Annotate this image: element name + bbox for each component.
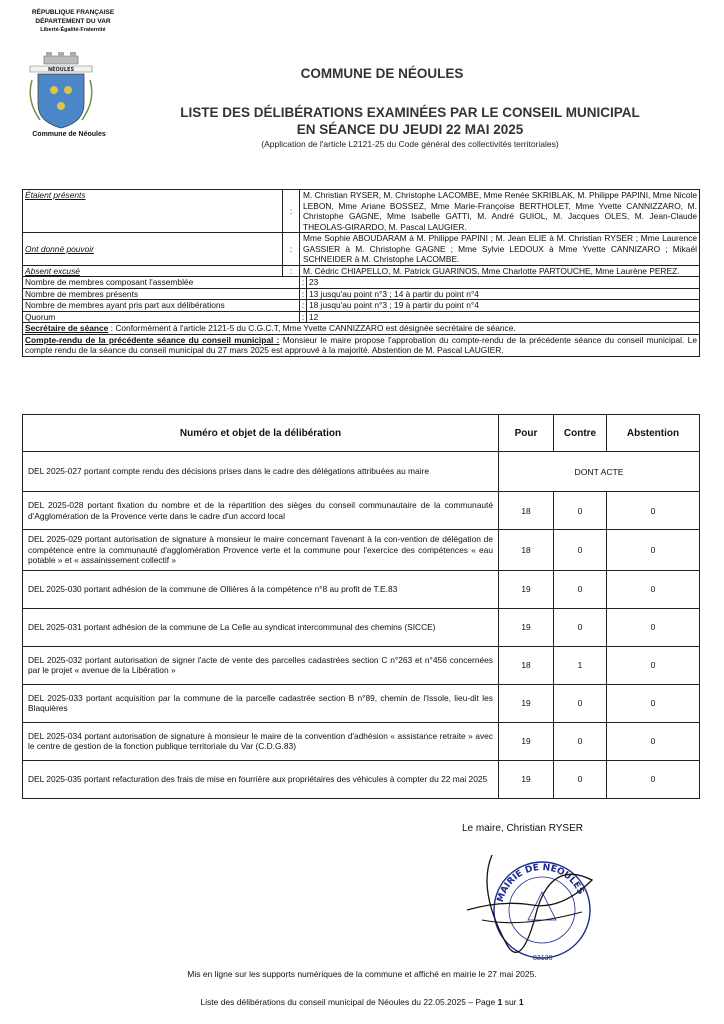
vote-pour: 19 xyxy=(499,684,554,722)
header-abstention: Abstention xyxy=(607,415,700,452)
table-row xyxy=(23,492,700,530)
table-row xyxy=(23,608,700,646)
vote-pour: 18 xyxy=(499,492,554,530)
table-row xyxy=(23,760,700,798)
table-row xyxy=(23,646,700,684)
publication-notice: Mis en ligne sur les supports numériques de la commune et affiché en mairie le 27 mai 2025. xyxy=(187,969,537,979)
vote-abstention: 0 xyxy=(607,530,700,571)
secretaire-row xyxy=(23,323,700,335)
count-value: 12 xyxy=(307,311,700,323)
count-row xyxy=(23,288,700,300)
count-label: Nombre de membres présents xyxy=(23,288,300,300)
colon: : xyxy=(282,265,299,277)
dont-acte-cell: DONT ACTE xyxy=(499,452,700,492)
count-value: 13 jusqu'au point n°3 ; 14 à partir du point n°4 xyxy=(307,288,700,300)
colon: : xyxy=(300,277,307,289)
vote-abstention: 0 xyxy=(607,722,700,760)
pouvoir-list: Mme Sophie ABOUDARAM à M. Philippe PAPINI ; M. Jean ELIE à M. Christian RYSER ; Mme Laurence GASSIER à M. Christophe GAGNE ; Mme Sylvie LEDOUX à Mme Yvette CANNIZARO ; Mikaël SCHNEIDER à M. Christophe LACOMBE. xyxy=(300,233,700,266)
vote-pour: 19 xyxy=(499,608,554,646)
deliberation-text: DEL 2025-035 portant refacturation des frais de mise en fourrière aux propriétaires des véhicules à compter du 22 mai 2025 xyxy=(23,760,499,798)
secretaire-text: : Conformément à l'article 2121-5 du C.G.C.T, Mme Yvette CANNIZZARO est désignée secrétaire de séance. xyxy=(108,323,516,333)
mairie-stamp-and-signature xyxy=(462,850,602,975)
table-row xyxy=(23,684,700,722)
deliberation-text: DEL 2025-030 portant adhésion de la commune de Ollières à la compétence n°8 au profit de T.E.83 xyxy=(23,570,499,608)
header-pour: Pour xyxy=(499,415,554,452)
pouvoir-row xyxy=(23,233,700,266)
deliberation-text: DEL 2025-029 portant autorisation de signature à monsieur le maire concernant l'avenant à la con-vention de délégation de compétence entre la communauté d'agglomération Provence verte et la commune pour l'exercice des compétences « eau potable » et « assainissement collectif » xyxy=(23,530,499,571)
deliberations-table xyxy=(22,414,700,799)
motto-label: Liberté-Égalité-Fraternité xyxy=(40,27,106,33)
excuse-row xyxy=(23,265,700,277)
mayor-signature-label: Le maire, Christian RYSER xyxy=(462,823,583,834)
document-title-line1: LISTE DES DÉLIBÉRATIONS EXAMINÉES PAR LE CONSEIL MUNICIPAL xyxy=(180,105,640,120)
stamp-text: MAIRIE DE NÉOULES xyxy=(495,862,586,904)
commune-crest-logo xyxy=(26,50,96,130)
vote-abstention: 0 xyxy=(607,608,700,646)
vote-pour: 19 xyxy=(499,760,554,798)
vote-abstention: 0 xyxy=(607,646,700,684)
table-header-row xyxy=(23,415,700,452)
count-row xyxy=(23,311,700,323)
commune-logo-label: Commune de Néoules xyxy=(32,131,106,138)
vote-pour: 19 xyxy=(499,570,554,608)
republic-label: RÉPUBLIQUE FRANÇAISE xyxy=(31,9,115,16)
table-row xyxy=(23,530,700,571)
header-contre: Contre xyxy=(554,415,607,452)
secretaire-label: Secrétaire de séance xyxy=(25,323,109,333)
presents-row xyxy=(23,190,700,233)
presents-label: Étaient présents xyxy=(23,190,283,233)
count-value: 18 jusqu'au point n°3 ; 19 à partir du point n°4 xyxy=(307,300,700,312)
page-number: 1 xyxy=(497,997,503,1007)
excuse-label: Absent excusé xyxy=(23,265,283,277)
pouvoir-label: Ont donné pouvoir xyxy=(23,233,283,266)
deliberation-text: DEL 2025-028 portant fixation du nombre et de la répartition des sièges du conseil communautaire de la communauté d'Agglomération de la Provence verte dans le cadre d'un accord local xyxy=(23,492,499,530)
colon: : xyxy=(282,190,299,233)
vote-contre: 0 xyxy=(554,492,607,530)
vote-contre: 0 xyxy=(554,608,607,646)
stamp-postal-code: 83136 xyxy=(533,955,553,962)
vote-contre: 0 xyxy=(554,570,607,608)
header-object: Numéro et objet de la délibération xyxy=(23,415,499,452)
deliberation-text: DEL 2025-033 portant acquisition par la commune de la parcelle cadastrée section B n°89, chemin de l'Issole, lieu-dit les Blaquières xyxy=(23,684,499,722)
deliberation-text: DEL 2025-031 portant adhésion de la commune de La Celle au syndicat intercommunal des chemins (SICCE) xyxy=(23,608,499,646)
compte-rendu-label: Compte-rendu de la précédente séance du conseil municipal : xyxy=(25,334,280,345)
colon: : xyxy=(300,288,307,300)
table-row xyxy=(23,570,700,608)
vote-contre: 0 xyxy=(554,722,607,760)
table-row xyxy=(23,722,700,760)
count-label: Quorum xyxy=(23,311,300,323)
vote-abstention: 0 xyxy=(607,760,700,798)
commune-title: COMMUNE DE NÉOULES xyxy=(300,66,464,81)
vote-contre: 0 xyxy=(554,760,607,798)
deliberation-text: DEL 2025-027 portant compte rendu des décisions prises dans le cadre des délégations attribuées au maire xyxy=(23,452,499,492)
deliberation-text: DEL 2025-034 portant autorisation de signature à monsieur le maire de la convention d'adhésion « assistance retraite » avec le centre de gestion de la fonction publique territoriale du Var (C.D.G.83) xyxy=(23,722,499,760)
count-row xyxy=(23,300,700,312)
page-footer xyxy=(0,997,724,1007)
page-total: 1 xyxy=(518,997,524,1007)
document-title-line2: EN SÉANCE DU JEUDI 22 MAI 2025 xyxy=(296,122,524,137)
department-label: DÉPARTEMENT DU VAR xyxy=(35,18,111,25)
header-republic-block xyxy=(18,8,128,35)
colon: : xyxy=(282,233,299,266)
compte-rendu-text: Monsieur le maire propose l'approbation du compte-rendu de la précédente séance du conseil municipal. Le compte rendu de la séance du conseil municipal du 27 mars 2025 est approuvé à la majorité. Abstention de M. Pascal LAUGIER. xyxy=(25,334,697,355)
excuse-list: M. Cédric CHIAPELLO, M. Patrick GUARINOS, Mme Charlotte PARTOUCHE, Mme Laurène PEREZ. xyxy=(300,265,700,277)
session-info-table xyxy=(22,189,700,357)
table-row xyxy=(23,452,700,492)
compte-rendu-row xyxy=(23,334,700,356)
vote-pour: 19 xyxy=(499,722,554,760)
crest-banner-text: NÉOULES xyxy=(47,67,75,73)
vote-contre: 0 xyxy=(554,684,607,722)
document-title xyxy=(100,104,720,138)
vote-abstention: 0 xyxy=(607,570,700,608)
vote-pour: 18 xyxy=(499,646,554,684)
count-value: 23 xyxy=(307,277,700,289)
presents-list: M. Christian RYSER, M. Christophe LACOMBE, Mme Renée SKRIBLAK, M. Philippe PAPINI, Mme Nicole LEBON, Mme Ariane BOSSEZ, Mme Marie-Françoise BERTHOLET, Mme Yvette CANNIZZARO, M. Christophe GAGNE, Mme Isabelle GATTI, M. André GUIOL, M. Jacques OLES, M. Jean-Claude THEOLAS-GIRARDO, M. Pascal LAUGIER. xyxy=(300,190,700,233)
deliberation-text: DEL 2025-032 portant autorisation de signer l'acte de vente des parcelles cadastrées section C n°263 et n°456 concernées par le projet « avenue de la Libération » xyxy=(23,646,499,684)
document-subtitle: (Application de l'article L2121-25 du Code général des collectivités territoriales) xyxy=(261,139,559,149)
colon: : xyxy=(300,311,307,323)
vote-contre: 1 xyxy=(554,646,607,684)
count-row xyxy=(23,277,700,289)
vote-abstention: 0 xyxy=(607,684,700,722)
count-label: Nombre de membres ayant pris part aux délibérations xyxy=(23,300,300,312)
vote-abstention: 0 xyxy=(607,492,700,530)
count-label: Nombre de membres composant l'assemblée xyxy=(23,277,300,289)
footer-mid: sur xyxy=(502,997,519,1007)
vote-contre: 0 xyxy=(554,530,607,571)
footer-text: Liste des délibérations du conseil municipal de Néoules du 22.05.2025 – Page xyxy=(200,997,498,1007)
vote-pour: 18 xyxy=(499,530,554,571)
colon: : xyxy=(300,300,307,312)
